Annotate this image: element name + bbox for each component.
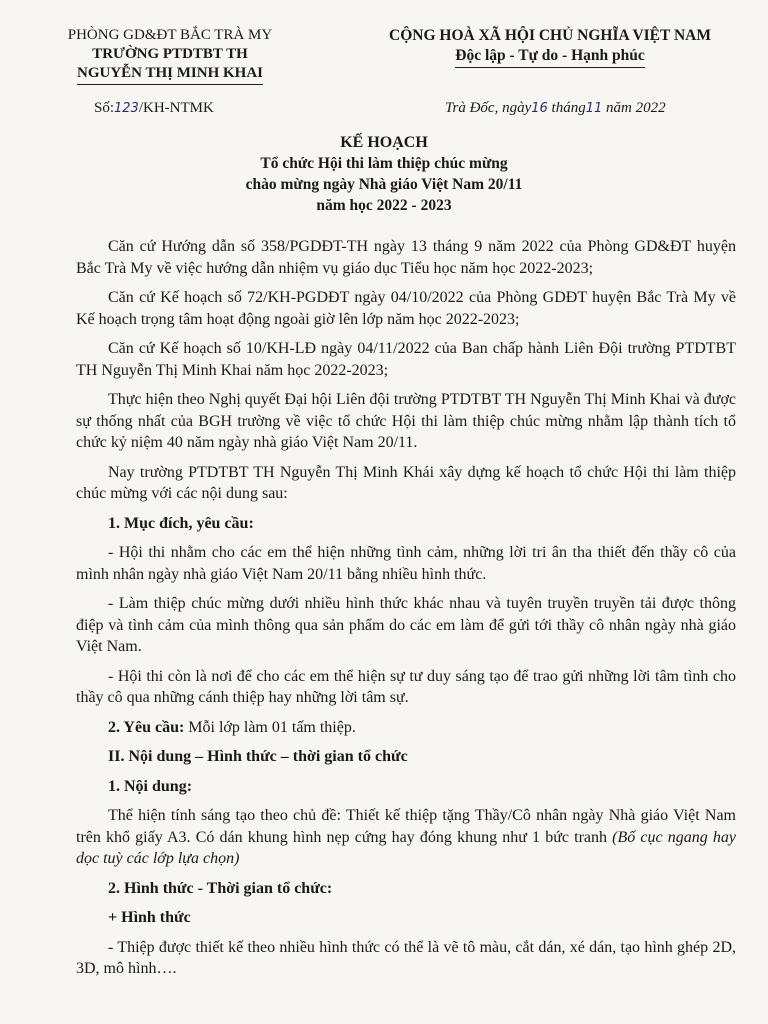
- form-paragraph: - Thiệp được thiết kế theo nhiều hình thức có thể là vẽ tô màu, cắt dán, xé dán, tạo hình ghép 2D, 3D, mô hình….: [76, 938, 736, 977]
- date-prefix: Trà Đốc, ngày: [445, 100, 532, 116]
- content-text: Thể hiện tính sáng tạo theo chủ đề: Thiết kế thiệp tặng Thầy/Cô nhân ngày Nhà giáo Việt Nam trên khổ giấy A3. Có dán khung hình nẹp cứng hay đóng khung như 1 bức tranh: [76, 807, 736, 846]
- document-number: [94, 100, 214, 117]
- department-name: PHÒNG GD&ĐT BẮC TRÀ MY: [67, 27, 273, 43]
- handwritten-day: 16: [531, 101, 548, 116]
- form-time-heading: 2. Hình thức - Thời gian tổ chức:: [108, 879, 333, 897]
- school-name-line1: TRƯỜNG PTDTBT TH: [92, 46, 248, 62]
- document-header: [0, 26, 768, 86]
- date-year: năm 2022: [606, 100, 666, 116]
- document-date: [445, 100, 666, 117]
- number-suffix: /KH-NTMK: [138, 100, 214, 116]
- title-line3: chào mừng ngày Nhà giáo Việt Nam 20/11: [245, 176, 523, 193]
- number-prefix: Số:: [94, 100, 115, 116]
- basis-paragraph-2: Căn cứ Kế hoạch số 72/KH-PGDĐT ngày 04/10/2022 của Phòng GDĐT huyện Bắc Trà My về Kế hoạch trọng tâm hoạt động ngoài giờ lên lớp năm học 2022-2023;: [76, 289, 736, 328]
- document-meta: [0, 100, 768, 122]
- basis-paragraph-3: Căn cứ Kế hoạch số 10/KH-LĐ ngày 04/11/2022 của Ban chấp hành Liên Đội trường PTDTBT TH Nguyễn Thị Minh Khai năm học 2022-2023;: [76, 340, 736, 379]
- handwritten-number: 123: [114, 101, 139, 116]
- intro-paragraph: Nay trường PTDTBT TH Nguyễn Thị Minh Khái xây dựng kế hoạch tổ chức Hội thi làm thiệp chúc mừng với các nội dung sau:: [76, 463, 736, 502]
- purpose-item-3: - Hội thi còn là nơi để cho các em thể hiện sự tư duy sáng tạo để trao gửi những lời tâm tình cho thầy cô qua những cánh thiệp hay những lời tâm sự.: [76, 667, 736, 706]
- content-heading: 1. Nội dung:: [108, 777, 193, 795]
- country-name: CỘNG HOÀ XÃ HỘI CHỦ NGHĨA VIỆT NAM: [389, 27, 711, 44]
- document-body: [76, 236, 736, 988]
- handwritten-month: 11: [585, 101, 603, 116]
- section-2-heading: II. Nội dung – Hình thức – thời gian tổ chức: [108, 748, 408, 765]
- section-purpose-heading: 1. Mục đích, yêu cầu:: [108, 514, 254, 532]
- requirement-label: 2. Yêu cầu:: [108, 718, 185, 736]
- form-subheading: + Hình thức: [108, 909, 191, 926]
- basis-paragraph-1: Căn cứ Hướng dẫn số 358/PGDĐT-TH ngày 13 tháng 9 năm 2022 của Phòng GD&ĐT huyện Bắc Trà My về việc hướng dẫn nhiệm vụ giáo dục Tiểu học năm học 2022-2023;: [76, 238, 736, 277]
- date-month-label: tháng: [551, 100, 586, 116]
- purpose-item-2: - Làm thiệp chúc mừng dưới nhiều hình thức khác nhau và tuyên truyền truyền tải được thông điệp và tình cảm của mình thông qua sản phẩm do các em làm để gửi tới thầy cô nhân ngày nhà giáo Việt Nam.: [76, 595, 736, 655]
- national-motto: [370, 26, 730, 68]
- requirement-text: Mỗi lớp làm 01 tấm thiệp.: [184, 718, 356, 736]
- title-line1: KẾ HOẠCH: [340, 134, 428, 151]
- title-line2: Tổ chức Hội thi làm thiệp chúc mừng: [260, 155, 508, 172]
- title-line4: năm học 2022 - 2023: [316, 197, 452, 214]
- purpose-item-1: - Hội thi nhằm cho các em thể hiện những tình cảm, những lời tri ân tha thiết đến thầy cô của mình nhân ngày nhà giáo Việt Nam 20/11 bằng nhiều hình thức.: [76, 544, 736, 583]
- issuing-authority: [40, 26, 300, 85]
- document-title: [0, 132, 768, 216]
- content-paragraph: [76, 805, 736, 870]
- requirement-paragraph: [76, 717, 736, 739]
- motto: Độc lập - Tự do - Hạnh phúc: [455, 46, 644, 68]
- content-note: (Bố cục ngang hay dọc tuỳ các lớp lựa chọn): [76, 828, 737, 867]
- school-name-line2: NGUYỄN THỊ MINH KHAI: [77, 64, 263, 85]
- implementation-paragraph: Thực hiện theo Nghị quyết Đại hội Liên đội trường PTDTBT TH Nguyễn Thị Minh Khai và được sự thống nhất của BGH trường về việc tổ chức Hội thi làm thiệp chúc mừng nhằm lập thành tích tổ chức kỷ niệm 40 năm ngày nhà giáo Việt Nam 20/11.: [76, 391, 736, 451]
